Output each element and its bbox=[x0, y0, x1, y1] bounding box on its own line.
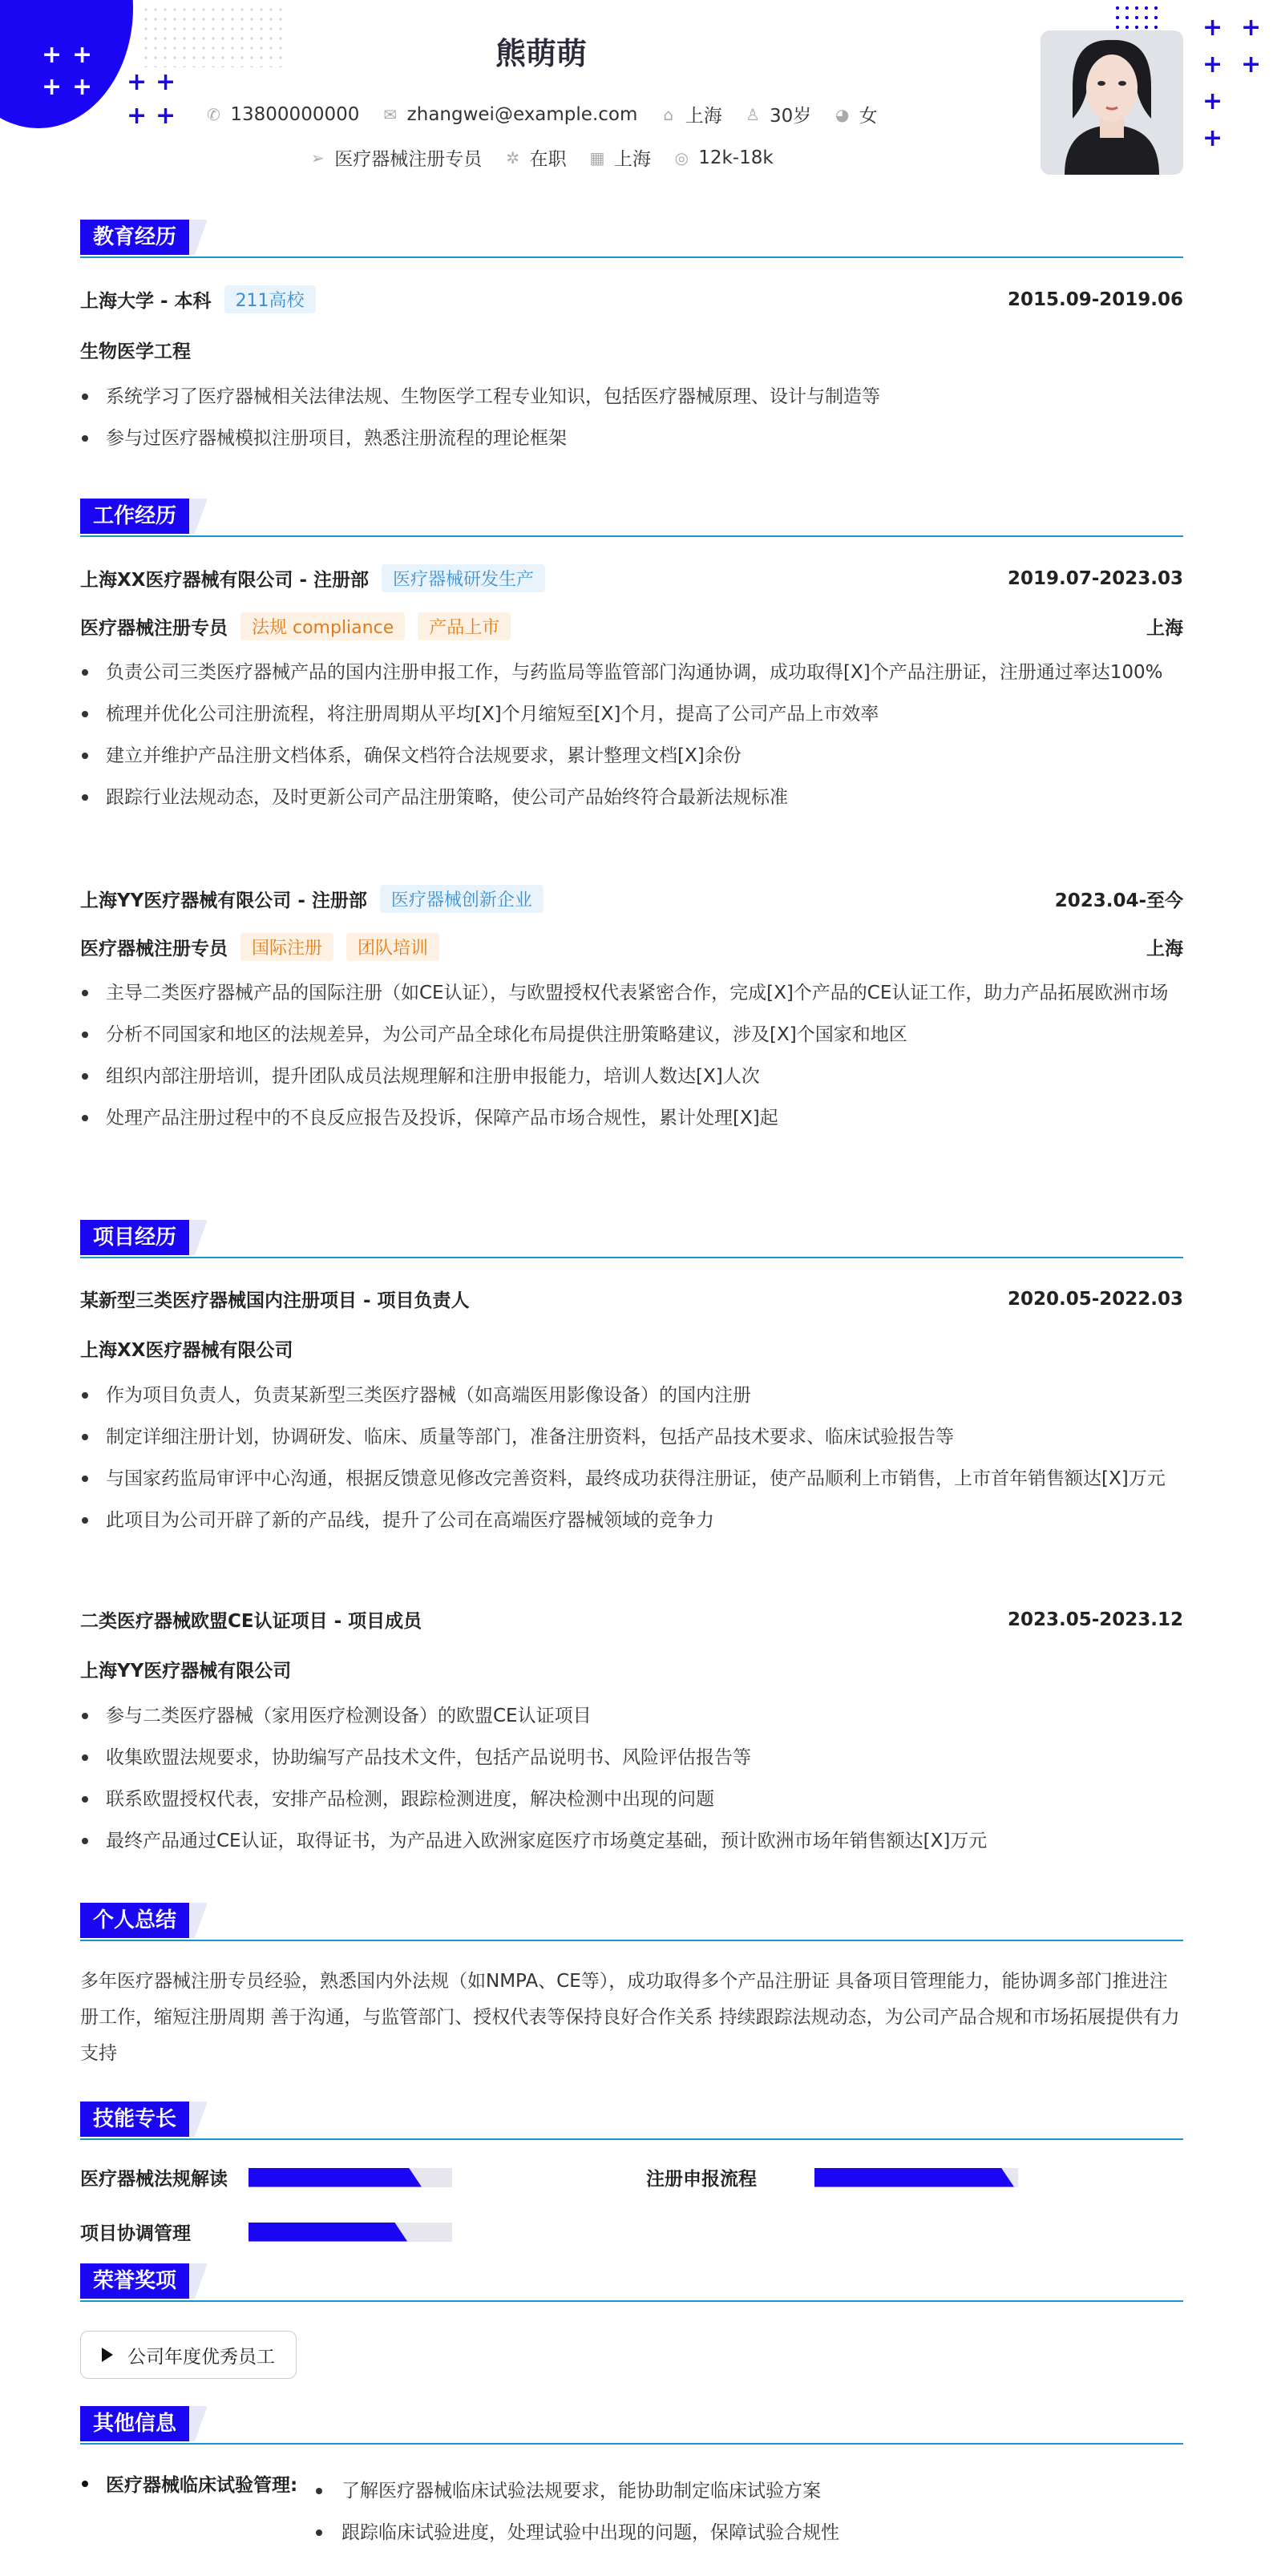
list-item: 主导二类医疗器械产品的国际注册（如CE认证），与欧盟授权代表紧密合作，完成[X]个产品的CE认证工作，助力产品拓展欧洲市场 bbox=[80, 976, 1183, 1010]
status-icon: ✲ bbox=[506, 147, 519, 168]
work-date: 2023.04-至今 bbox=[1054, 890, 1183, 911]
section-summary bbox=[80, 1903, 1183, 1941]
skill-bar-fill bbox=[249, 2168, 422, 2187]
list-item: 跟踪临床试验进度，处理试验中出现的问题，保障试验合规性 bbox=[314, 2512, 1116, 2554]
work-bullets bbox=[80, 656, 1183, 822]
project-date: 2023.05-2023.12 bbox=[1007, 1609, 1183, 1630]
industry-badge: 医疗器械创新企业 bbox=[380, 885, 544, 913]
award-item[interactable] bbox=[80, 2331, 297, 2379]
city: 上海 bbox=[685, 106, 722, 127]
list-item: 参与二类医疗器械（家用医疗检测设备）的欧盟CE认证项目 bbox=[80, 1699, 1183, 1733]
skill-tag: 法规 compliance bbox=[240, 612, 405, 640]
skill-name: 项目协调管理 bbox=[80, 2223, 191, 2244]
list-item: 组织内部注册培训，提升团队成员法规理解和注册申报能力，培训人数达[X]人次 bbox=[80, 1060, 1183, 1093]
work-header bbox=[80, 885, 1183, 913]
education-date: 2015.09-2019.06 bbox=[1007, 289, 1183, 310]
plus-decoration: + bbox=[1241, 14, 1262, 42]
section-divider bbox=[80, 1940, 1183, 1941]
project-name: 二类医疗器械欧盟CE认证项目 - 项目成员 bbox=[80, 1611, 422, 1632]
work-date: 2019.07-2023.03 bbox=[1007, 567, 1183, 589]
skill-bar bbox=[249, 2168, 452, 2187]
project-header bbox=[80, 1606, 1183, 1633]
profile-photo bbox=[1041, 30, 1183, 175]
work-title-row bbox=[80, 933, 1183, 961]
target-position: 医疗器械注册专员 bbox=[334, 149, 483, 170]
plus-decoration: + bbox=[42, 73, 63, 101]
school-badge: 211高校 bbox=[224, 285, 316, 313]
skill-bar-fill bbox=[249, 2223, 407, 2242]
section-divider bbox=[80, 535, 1183, 537]
plus-decoration: + bbox=[1241, 50, 1262, 79]
education-bullets bbox=[80, 380, 1183, 463]
job-title: 医疗器械注册专员 bbox=[80, 939, 228, 959]
plus-decoration: + bbox=[127, 68, 148, 96]
project-header bbox=[80, 1286, 1183, 1312]
project-company: 上海YY医疗器械有限公司 bbox=[80, 1661, 292, 1682]
project-bullets bbox=[80, 1699, 1183, 1866]
work-city: 上海 bbox=[1146, 939, 1183, 959]
list-item: 建立并维护产品注册文档体系，确保文档符合法规要求，累计整理文档[X]余份 bbox=[80, 739, 1183, 773]
skill-item bbox=[80, 2219, 452, 2245]
dot-grid-decoration bbox=[1113, 3, 1161, 32]
section-divider bbox=[80, 256, 1183, 258]
section-education bbox=[80, 220, 1183, 258]
work-header bbox=[80, 564, 1183, 592]
skill-tag: 团队培训 bbox=[346, 933, 439, 961]
plus-decoration: + bbox=[156, 102, 176, 130]
list-item: 此项目为公司开辟了新的产品线，提升了公司在高端医疗器械领域的竞争力 bbox=[80, 1504, 1183, 1537]
plus-decoration: + bbox=[156, 68, 176, 96]
candidate-name: 熊萌萌 bbox=[495, 36, 587, 71]
section-title: 荣誉奖项 bbox=[80, 2263, 189, 2299]
major: 生物医学工程 bbox=[80, 341, 191, 362]
skill-name: 注册申报流程 bbox=[646, 2169, 757, 2190]
section-title: 工作经历 bbox=[80, 499, 189, 534]
work-bullets bbox=[80, 976, 1183, 1143]
section-title: 项目经历 bbox=[80, 1220, 189, 1255]
section-title: 教育经历 bbox=[80, 220, 189, 255]
award-label: 公司年度优秀员工 bbox=[127, 2346, 275, 2368]
email[interactable]: zhangwei@example.com bbox=[406, 103, 638, 125]
skill-item bbox=[80, 2164, 452, 2190]
section-other bbox=[80, 2406, 1183, 2445]
employment-status: 在职 bbox=[529, 149, 567, 170]
location-icon: ⌂ bbox=[663, 104, 674, 124]
list-item: 系统学习了医疗器械相关法律法规、生物医学工程专业知识，包括医疗器械原理、设计与制造等 bbox=[80, 380, 1183, 414]
list-item: 跟踪行业法规动态，及时更新公司产品注册策略，使公司产品始终符合最新法规标准 bbox=[80, 781, 1183, 814]
skill-item bbox=[646, 2164, 1018, 2190]
industry-badge: 医疗器械研发生产 bbox=[382, 564, 545, 592]
section-work bbox=[80, 499, 1183, 537]
project-name: 某新型三类医疗器械国内注册项目 - 项目负责人 bbox=[80, 1290, 470, 1311]
skill-name: 医疗器械法规解读 bbox=[80, 2169, 228, 2190]
gender-icon: ◕ bbox=[835, 104, 850, 124]
plus-decoration: + bbox=[1202, 87, 1223, 115]
skill-bar-fill bbox=[814, 2168, 1014, 2187]
job-intent-row bbox=[0, 144, 1082, 171]
company: 上海XX医疗器械有限公司 - 注册部 bbox=[80, 570, 370, 591]
school: 上海大学 - 本科 bbox=[80, 291, 212, 312]
skill-bar bbox=[814, 2168, 1018, 2187]
list-item: 参与过医疗器械模拟注册项目，熟悉注册流程的理论框架 bbox=[80, 422, 1183, 455]
company: 上海YY医疗器械有限公司 - 注册部 bbox=[80, 890, 367, 911]
project-bullets bbox=[80, 1379, 1183, 1545]
section-title: 其他信息 bbox=[80, 2406, 189, 2441]
section-divider bbox=[80, 1257, 1183, 1258]
list-item: 了解医疗器械临床试验法规要求，能协助制定临床试验方案 bbox=[314, 2470, 1116, 2512]
list-item: 收集欧盟法规要求，协助编写产品技术文件，包括产品说明书、风险评估报告等 bbox=[80, 1741, 1183, 1775]
work-city: 上海 bbox=[613, 149, 651, 170]
list-item: 制定详细注册计划，协调研发、临床、质量等部门，准备注册资料，包括产品技术要求、临床试验报告等 bbox=[80, 1420, 1183, 1454]
list-item: 作为项目负责人，负责某新型三类医疗器械（如高端医用影像设备）的国内注册 bbox=[80, 1379, 1183, 1412]
work-city: 上海 bbox=[1146, 618, 1183, 639]
section-projects bbox=[80, 1220, 1183, 1258]
plus-decoration: + bbox=[1202, 124, 1223, 152]
list-item: 处理产品注册过程中的不良反应报告及投诉，保障产品市场合规性，累计处理[X]起 bbox=[80, 1101, 1183, 1135]
age-icon: ♙ bbox=[746, 104, 760, 124]
list-item: 与国家药监局审评中心沟通，根据反馈意见修改完善资料，最终成功获得注册证，使产品顺利上市销售，上市首年销售额达[X]万元 bbox=[80, 1462, 1183, 1496]
job-title: 医疗器械注册专员 bbox=[80, 618, 228, 639]
list-item: 联系欧盟授权代表，安排产品检测，跟踪检测进度，解决检测中出现的问题 bbox=[80, 1783, 1183, 1816]
building-icon: ▦ bbox=[589, 147, 605, 168]
plus-decoration: + bbox=[127, 102, 148, 130]
section-divider bbox=[80, 2300, 1183, 2302]
education-header bbox=[80, 285, 1183, 313]
skill-tag: 产品上市 bbox=[418, 612, 511, 640]
plus-decoration: + bbox=[1202, 14, 1223, 42]
phone[interactable]: 13800000000 bbox=[230, 103, 360, 125]
plus-decoration: + bbox=[42, 41, 63, 69]
contact-row bbox=[0, 101, 1082, 130]
section-divider bbox=[80, 2443, 1183, 2445]
email-icon: ✉ bbox=[383, 104, 398, 124]
plus-decoration: + bbox=[1202, 50, 1223, 79]
plus-decoration: + bbox=[72, 41, 93, 69]
section-skills bbox=[80, 2102, 1183, 2140]
list-item: 分析不同国家和地区的法规差异，为公司产品全球化布局提供注册策略建议，涉及[X]个国家和地区 bbox=[80, 1018, 1183, 1052]
other-info-list bbox=[314, 2470, 1116, 2554]
age: 30岁 bbox=[770, 106, 812, 127]
play-icon bbox=[102, 2348, 113, 2362]
salary: 12k-18k bbox=[698, 147, 774, 168]
work-title-row bbox=[80, 612, 1183, 640]
section-awards bbox=[80, 2263, 1183, 2302]
salary-icon: ◎ bbox=[674, 147, 689, 168]
summary-text: 多年医疗器械注册专员经验，熟悉国内外法规（如NMPA、CE等），成功取得多个产品注册证 具备项目管理能力，能协调多部门推进注册工作，缩短注册周期 善于沟通，与监管部门、授权代表等保持良好合作关系 持续跟踪法规动态，为公司产品合规和市场拓展提供有力支持 bbox=[80, 1971, 1180, 2064]
gender: 女 bbox=[859, 106, 878, 127]
phone-icon: ✆ bbox=[207, 104, 220, 124]
other-info-key: 医疗器械临床试验管理: bbox=[80, 2470, 297, 2497]
send-icon: ➢ bbox=[310, 147, 325, 168]
section-title: 技能专长 bbox=[80, 2102, 189, 2137]
list-item: 最终产品通过CE认证，取得证书，为产品进入欧洲家庭医疗市场奠定基础，预计欧洲市场年销售额达[X]万元 bbox=[80, 1824, 1183, 1858]
project-date: 2020.05-2022.03 bbox=[1007, 1288, 1183, 1310]
section-divider bbox=[80, 2138, 1183, 2140]
list-item: 梳理并优化公司注册流程，将注册周期从平均[X]个月缩短至[X]个月，提高了公司产品上市效率 bbox=[80, 697, 1183, 731]
project-company: 上海XX医疗器械有限公司 bbox=[80, 1340, 293, 1361]
plus-decoration: + bbox=[72, 73, 93, 101]
list-item: 负责公司三类医疗器械产品的国内注册申报工作，与药监局等监管部门沟通协调，成功取得[X]个产品注册证，注册通过率达100% bbox=[80, 656, 1183, 689]
skill-tag: 国际注册 bbox=[240, 933, 333, 961]
section-title: 个人总结 bbox=[80, 1903, 189, 1938]
skill-bar bbox=[249, 2223, 452, 2242]
